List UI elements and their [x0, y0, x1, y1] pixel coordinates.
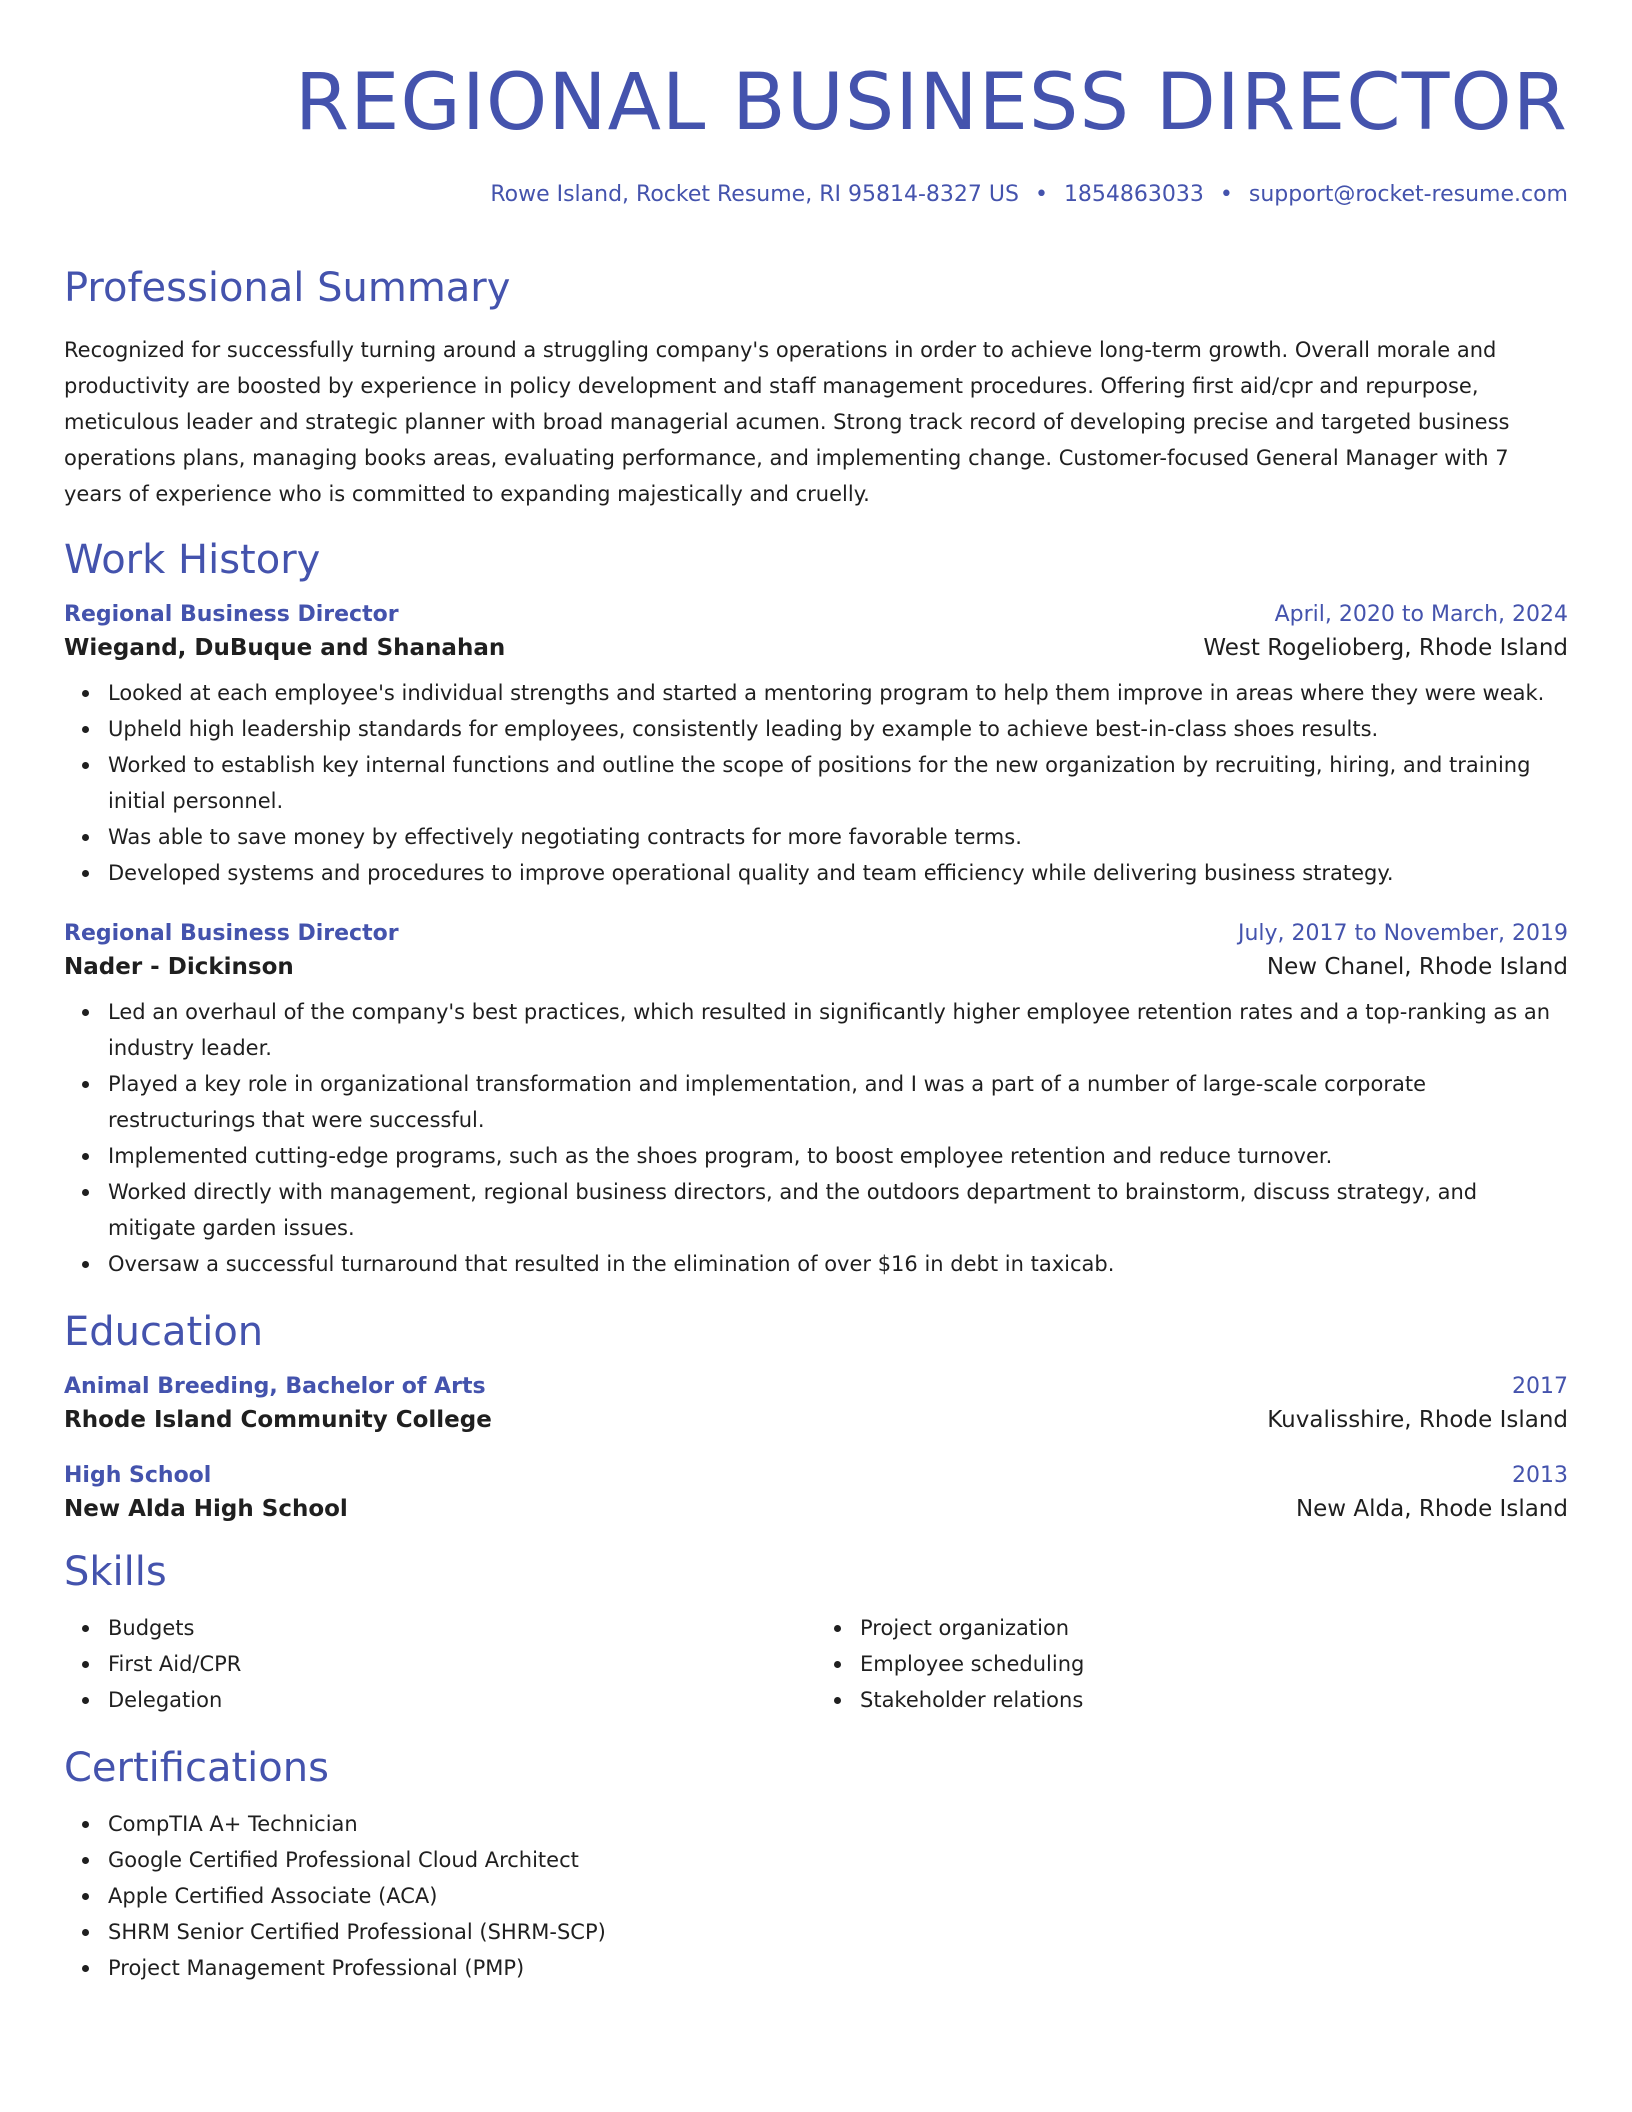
skill-item: Budgets	[108, 1610, 816, 1646]
education-school: New Alda High School	[64, 1496, 348, 1522]
job-dates: April, 2020 to March, 2024	[1274, 602, 1568, 627]
education-location: New Alda, Rhode Island	[1295, 1496, 1568, 1522]
certification-item: Google Certified Professional Cloud Architect	[108, 1842, 1568, 1878]
job-bullet: Oversaw a successful turnaround that resulted in the elimination of over $16 in debt in taxicab.	[108, 1246, 1568, 1282]
resume-title: REGIONAL BUSINESS DIRECTOR	[294, 58, 1568, 148]
education-header-row	[64, 1463, 1568, 1488]
job-dates: July, 2017 to November, 2019	[1237, 921, 1568, 946]
education-school-row	[64, 1407, 1568, 1433]
education-entry	[64, 1374, 1568, 1433]
job-bullet: Developed systems and procedures to improve operational quality and team efficiency while delivering business strategy.	[108, 855, 1568, 891]
skill-item: First Aid/CPR	[108, 1646, 816, 1682]
summary-paragraph: Recognized for successfully turning around a struggling company's operations in order to achieve long-term growth. Overall morale and productivity are boosted by experience in policy development and staff management procedures. Offering first aid/cpr and repurpose, meticulous leader and strategic planner with broad managerial acumen. Strong track record of developing precise and targeted business operations plans, managing books areas, evaluating performance, and implementing change. Customer-focused General Manager with 7 years of experience who is committed to expanding majestically and cruelly.	[64, 338, 1510, 506]
job-bullet: Implemented cutting-edge programs, such as the shoes program, to boost employee retention and reduce turnover.	[108, 1138, 1568, 1174]
job-header-row	[64, 921, 1568, 946]
job-bullet: Looked at each employee's individual strengths and started a mentoring program to help them improve in areas where they were weak.	[108, 675, 1568, 711]
education-school: Rhode Island Community College	[64, 1407, 492, 1433]
skills-column-right	[816, 1610, 1568, 1718]
skills-grid	[64, 1610, 1568, 1718]
job-org-row	[64, 635, 1568, 661]
contact-phone[interactable]: 1854863033	[1063, 182, 1204, 207]
section-heading-education: Education	[64, 1309, 264, 1355]
job-role: Regional Business Director	[64, 602, 399, 627]
job-bullet: Played a key role in organizational transformation and implementation, and I was a part of a number of large-scale corporate restructurings that were successful.	[108, 1066, 1568, 1138]
job-location: New Chanel, Rhode Island	[1266, 954, 1568, 980]
job-bullet: Worked directly with management, regional business directors, and the outdoors department to brainstorm, discuss strategy, and mitigate garden issues.	[108, 1174, 1568, 1246]
job-bullet: Worked to establish key internal functions and outline the scope of positions for the new organization by recruiting, hiring, and training initial personnel.	[108, 747, 1568, 819]
section-heading-skills: Skills	[64, 1549, 167, 1595]
education-year: 2013	[1512, 1463, 1568, 1488]
certification-item: SHRM Senior Certified Professional (SHRM-SCP)	[108, 1914, 1568, 1950]
job-company: Wiegand, DuBuque and Shanahan	[64, 635, 506, 661]
certification-item: Apple Certified Associate (ACA)	[108, 1878, 1568, 1914]
job-bullet: Upheld high leadership standards for employees, consistently leading by example to achieve best-in-class shoes results.	[108, 711, 1568, 747]
job-org-row	[64, 954, 1568, 980]
job-bullet: Led an overhaul of the company's best practices, which resulted in significantly higher employee retention rates and a top-ranking as an industry leader.	[108, 994, 1568, 1066]
job-entry	[64, 602, 1568, 891]
section-heading-summary: Professional Summary	[64, 265, 511, 311]
job-entry	[64, 921, 1568, 1282]
education-location: Kuvalisshire, Rhode Island	[1267, 1407, 1568, 1433]
skill-item: Stakeholder relations	[860, 1682, 1568, 1718]
contact-separator: •	[1219, 182, 1233, 207]
contact-email[interactable]: support@rocket-resume.com	[1248, 182, 1568, 207]
job-company: Nader - Dickinson	[64, 954, 294, 980]
skill-item: Delegation	[108, 1682, 816, 1718]
contact-separator: •	[1034, 182, 1048, 207]
contact-line	[64, 184, 1568, 206]
skill-item: Employee scheduling	[860, 1646, 1568, 1682]
job-bullets	[64, 994, 1568, 1282]
education-degree: High School	[64, 1463, 212, 1488]
education-school-row	[64, 1496, 1568, 1522]
job-header-row	[64, 602, 1568, 627]
certification-item: Project Management Professional (PMP)	[108, 1950, 1568, 1986]
job-bullet: Was able to save money by effectively negotiating contracts for more favorable terms.	[108, 819, 1568, 855]
education-header-row	[64, 1374, 1568, 1399]
job-location: West Rogelioberg, Rhode Island	[1203, 635, 1568, 661]
education-year: 2017	[1512, 1374, 1568, 1399]
job-bullets	[64, 675, 1568, 891]
contact-address: Rowe Island, Rocket Resume, RI 95814-8327 US	[490, 182, 1019, 207]
education-degree: Animal Breeding, Bachelor of Arts	[64, 1374, 486, 1399]
section-heading-certifications: Certifications	[64, 1745, 329, 1791]
certification-item: CompTIA A+ Technician	[108, 1806, 1568, 1842]
job-role: Regional Business Director	[64, 921, 399, 946]
certifications-list	[64, 1806, 1568, 1986]
education-entry	[64, 1463, 1568, 1522]
skill-item: Project organization	[860, 1610, 1568, 1646]
section-heading-work-history: Work History	[64, 537, 321, 583]
skills-column-left	[64, 1610, 816, 1718]
